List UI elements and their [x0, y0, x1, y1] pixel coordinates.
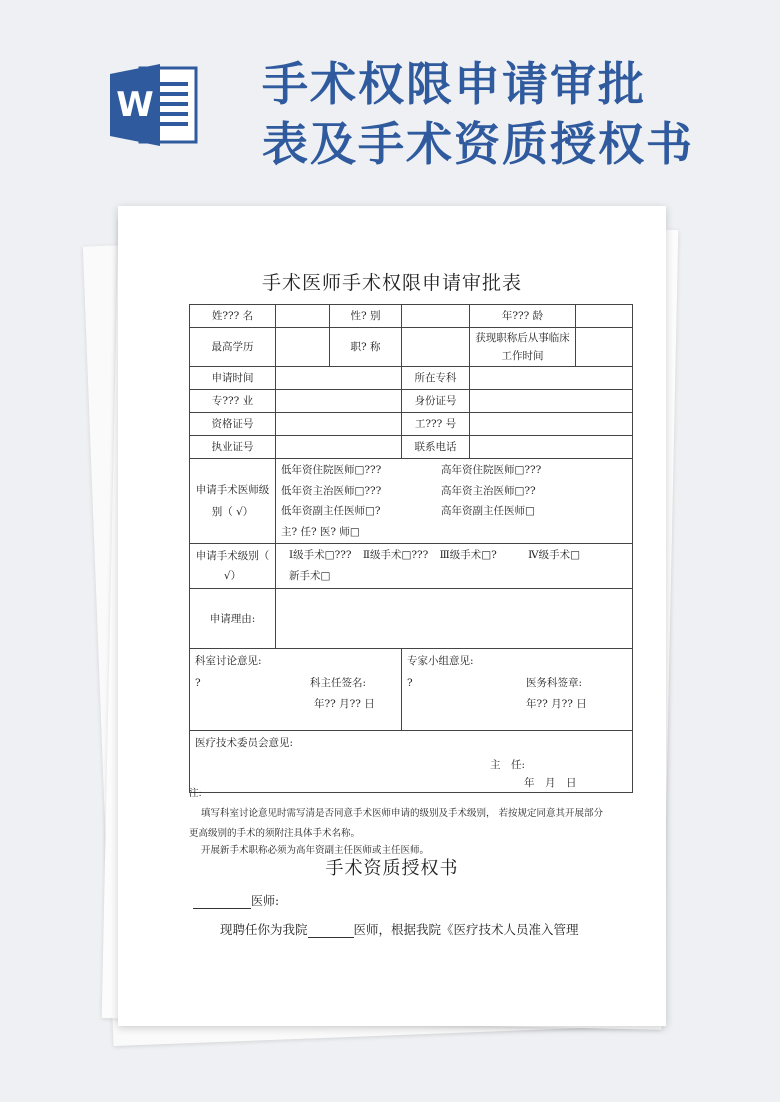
committee-director: 主 任: [490, 759, 526, 771]
license-value[interactable] [276, 436, 402, 459]
table-row [190, 589, 633, 649]
level-option[interactable]: 高年资主治医师□?? [441, 484, 536, 497]
word-logo-icon [110, 62, 200, 148]
surgery-option[interactable]: Ⅱ级手术□??? [362, 549, 429, 561]
committee-opinion-title: 医疗技术委员会意见: [195, 737, 294, 749]
surgery-option[interactable]: Ⅰ级手术□??? [289, 549, 352, 561]
banner-title-line1: 手术权限申请审批 [262, 57, 646, 111]
document-page [118, 206, 666, 1026]
reason-value[interactable] [276, 589, 633, 649]
name-label: 姓??? 名 [190, 305, 276, 328]
doctor-level-options [276, 459, 633, 544]
table-row [190, 328, 633, 367]
gender-value[interactable] [402, 305, 470, 328]
dept-opinion-date: 年?? 月?? 日 [314, 698, 375, 710]
age-value[interactable] [576, 305, 633, 328]
table-row [190, 459, 633, 544]
expert-opinion-cell[interactable] [402, 649, 633, 731]
work-no-label: 工??? 号 [402, 413, 470, 436]
table-row [190, 436, 633, 459]
dept-opinion-placeholder: ? [195, 677, 201, 689]
doctor-level-label: 申请手术医师级别（ √） [190, 459, 276, 544]
doctor-name-blank[interactable] [193, 894, 251, 909]
notes-line: 开展新手术职称必须为高年资副主任医师或主任医师。 [201, 845, 430, 856]
table-row [190, 305, 633, 328]
major-label: 专??? 业 [190, 390, 276, 413]
level-option[interactable]: 低年资住院医师□??? [281, 464, 382, 476]
dept-label: 所在专科 [402, 367, 470, 390]
authorization-body [220, 920, 579, 938]
position-blank[interactable] [308, 923, 354, 938]
banner-title [262, 54, 762, 174]
gender-label: 性? 别 [330, 305, 402, 328]
apply-time-value[interactable] [276, 367, 402, 390]
work-no-value[interactable] [470, 413, 633, 436]
phone-label: 联系电话 [402, 436, 470, 459]
title-label: 职? 称 [330, 328, 402, 367]
table-row [190, 390, 633, 413]
notes-label: 注: [189, 788, 202, 799]
education-value[interactable] [276, 328, 330, 367]
expert-opinion-date: 年?? 月?? 日 [526, 698, 587, 710]
surgery-option[interactable]: Ⅳ级手术□ [528, 549, 581, 561]
title-value[interactable] [402, 328, 470, 367]
phone-value[interactable] [470, 436, 633, 459]
apply-time-label: 申请时间 [190, 367, 276, 390]
auth-line-prefix: 现聘任你为我院 [220, 922, 308, 937]
id-label: 身份证号 [402, 390, 470, 413]
surgery-level-label: 申请手术级别（ √） [190, 544, 276, 589]
word-logo-letter: W [116, 85, 154, 125]
authorization-addressee [193, 892, 279, 909]
reason-label: 申请理由: [190, 589, 276, 649]
name-value[interactable] [276, 305, 330, 328]
banner-title-line2: 表及手术资质授权书 [262, 117, 694, 171]
form-notes [189, 784, 649, 858]
qualification-value[interactable] [276, 413, 402, 436]
expert-opinion-placeholder: ? [407, 677, 413, 689]
level-option[interactable]: 高年资住院医师□??? [441, 464, 542, 476]
doctor-suffix: 医师: [251, 894, 280, 908]
surgery-option[interactable]: Ⅲ级手术□? [439, 549, 497, 561]
level-option[interactable]: 高年资副主任医师□ [441, 505, 535, 517]
license-label: 执业证号 [190, 436, 276, 459]
notes-line: 填写科室讨论意见时需写清是否同意手术医师申请的级别及手术级别， 若按规定同意其开展部分 [201, 808, 604, 819]
table-row [190, 367, 633, 390]
new-surgery-option[interactable]: 新手术□ [289, 570, 331, 582]
qualification-label: 资格证号 [190, 413, 276, 436]
level-option[interactable]: 低年资主治医师□??? [281, 484, 382, 497]
notes-line: 更高级别的手术的须附注具体手术名称。 [189, 828, 361, 839]
clinical-time-label: 获现职称后从事临床工作时间 [470, 328, 576, 367]
dept-opinion-cell[interactable] [190, 649, 402, 731]
medical-dept-seal: 医务科签章: [526, 677, 583, 689]
table-row [190, 544, 633, 589]
expert-opinion-title: 专家小组意见: [407, 655, 474, 667]
level-option[interactable]: 主? 任? 医? 师□ [281, 525, 360, 538]
age-label: 年??? 龄 [470, 305, 576, 328]
level-option[interactable]: 低年资副主任医师□? [281, 505, 381, 517]
education-label: 最高学历 [190, 328, 276, 367]
major-value[interactable] [276, 390, 402, 413]
table-row [190, 649, 633, 731]
table-row [190, 413, 633, 436]
dept-value[interactable] [470, 367, 633, 390]
form-title: 手术医师手术权限申请审批表 [261, 272, 522, 294]
auth-line-mid: 医师，根据我院《医疗技术人员准入管理 [353, 922, 579, 937]
dept-head-sign: 科主任签名: [310, 677, 367, 689]
dept-opinion-title: 科室讨论意见: [195, 655, 262, 667]
application-form-table [189, 304, 633, 793]
authorization-title: 手术资质授权书 [325, 858, 459, 879]
committee-date: 年 月 日 [524, 777, 577, 789]
id-value[interactable] [470, 390, 633, 413]
clinical-time-value[interactable] [576, 328, 633, 367]
surgery-level-options [276, 544, 633, 589]
